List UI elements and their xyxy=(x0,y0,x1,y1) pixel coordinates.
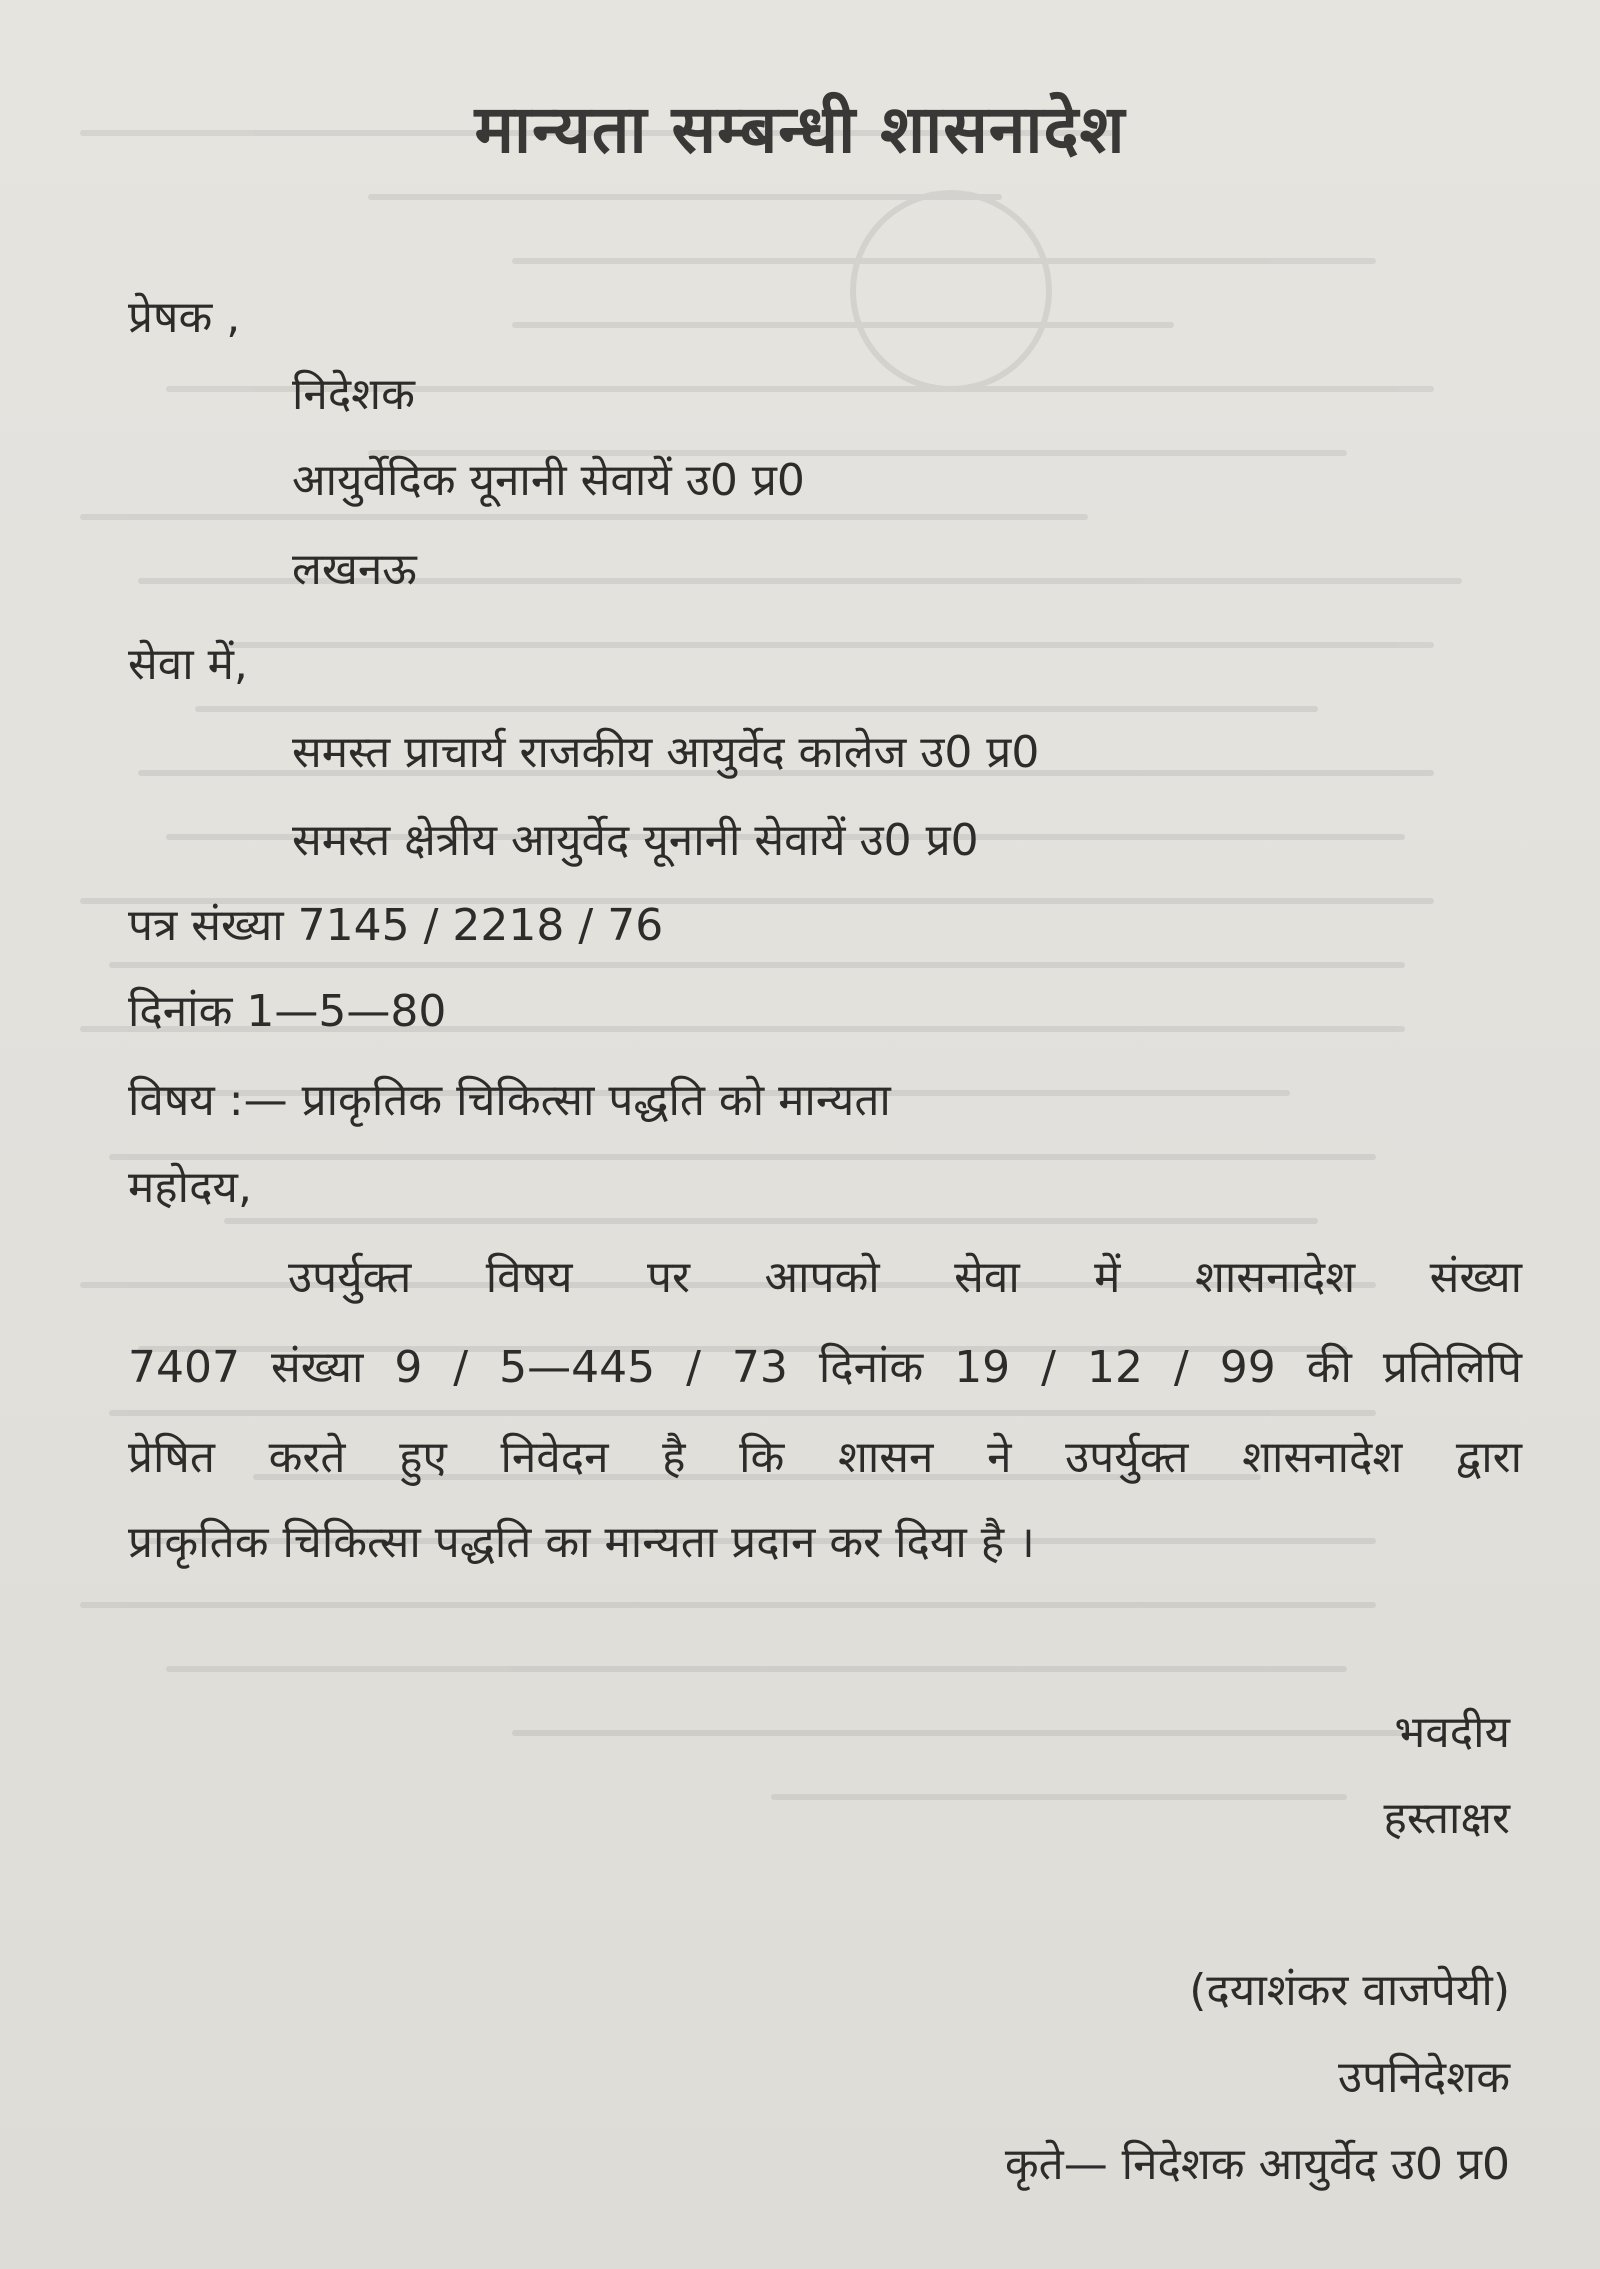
letter-date: दिनांक 1—5—80 xyxy=(128,986,447,1037)
sender-line: निदेशक xyxy=(292,369,415,420)
salutation: महोदय, xyxy=(128,1162,252,1213)
on-behalf-of: कृते— निदेशक आयुर्वेद उ0 प्र0 xyxy=(1004,2139,1510,2190)
document-title: मान्यता सम्बन्धी शासनादेश xyxy=(474,91,1126,168)
letter-subject: विषय :— प्राकृतिक चिकित्सा पद्धति को मान्यता xyxy=(128,1075,891,1126)
body-line: 7407 संख्या 9 / 5—445 / 73 दिनांक 19 / 12 / 99 की प्रतिलिपि xyxy=(128,1342,1522,1393)
body-line: प्रेषित करते हुए निवेदन है कि शासन ने उपर्युक्त शासनादेश द्वारा xyxy=(128,1432,1522,1483)
sender-label: प्रेषक , xyxy=(128,292,241,343)
faint-seal-emblem xyxy=(850,190,1052,392)
letter-number: पत्र संख्या 7145 / 2218 / 76 xyxy=(128,900,664,951)
closing-yours: भवदीय xyxy=(1394,1707,1510,1758)
body-line: प्राकृतिक चिकित्सा पद्धति का मान्यता प्रदान कर दिया है । xyxy=(128,1517,1035,1568)
recipient-line: समस्त प्राचार्य राजकीय आयुर्वेद कालेज उ0 प्र0 xyxy=(292,727,1040,778)
signatory-designation: उपनिदेशक xyxy=(1338,2052,1510,2103)
signatory-name: (दयाशंकर वाजपेयी) xyxy=(1189,1965,1510,2016)
sender-line: आयुर्वेदिक यूनानी सेवायें उ0 प्र0 xyxy=(292,455,805,506)
body-line: उपर्युक्त विषय पर आपको सेवा में शासनादेश संख्या xyxy=(288,1252,1522,1303)
sender-line: लखनऊ xyxy=(292,544,417,595)
recipient-line: समस्त क्षेत्रीय आयुर्वेद यूनानी सेवायें उ0 प्र0 xyxy=(292,815,979,866)
closing-signature: हस्ताक्षर xyxy=(1383,1793,1510,1844)
bleed-through-background xyxy=(80,130,1520,2230)
recipient-label: सेवा में, xyxy=(128,639,248,690)
